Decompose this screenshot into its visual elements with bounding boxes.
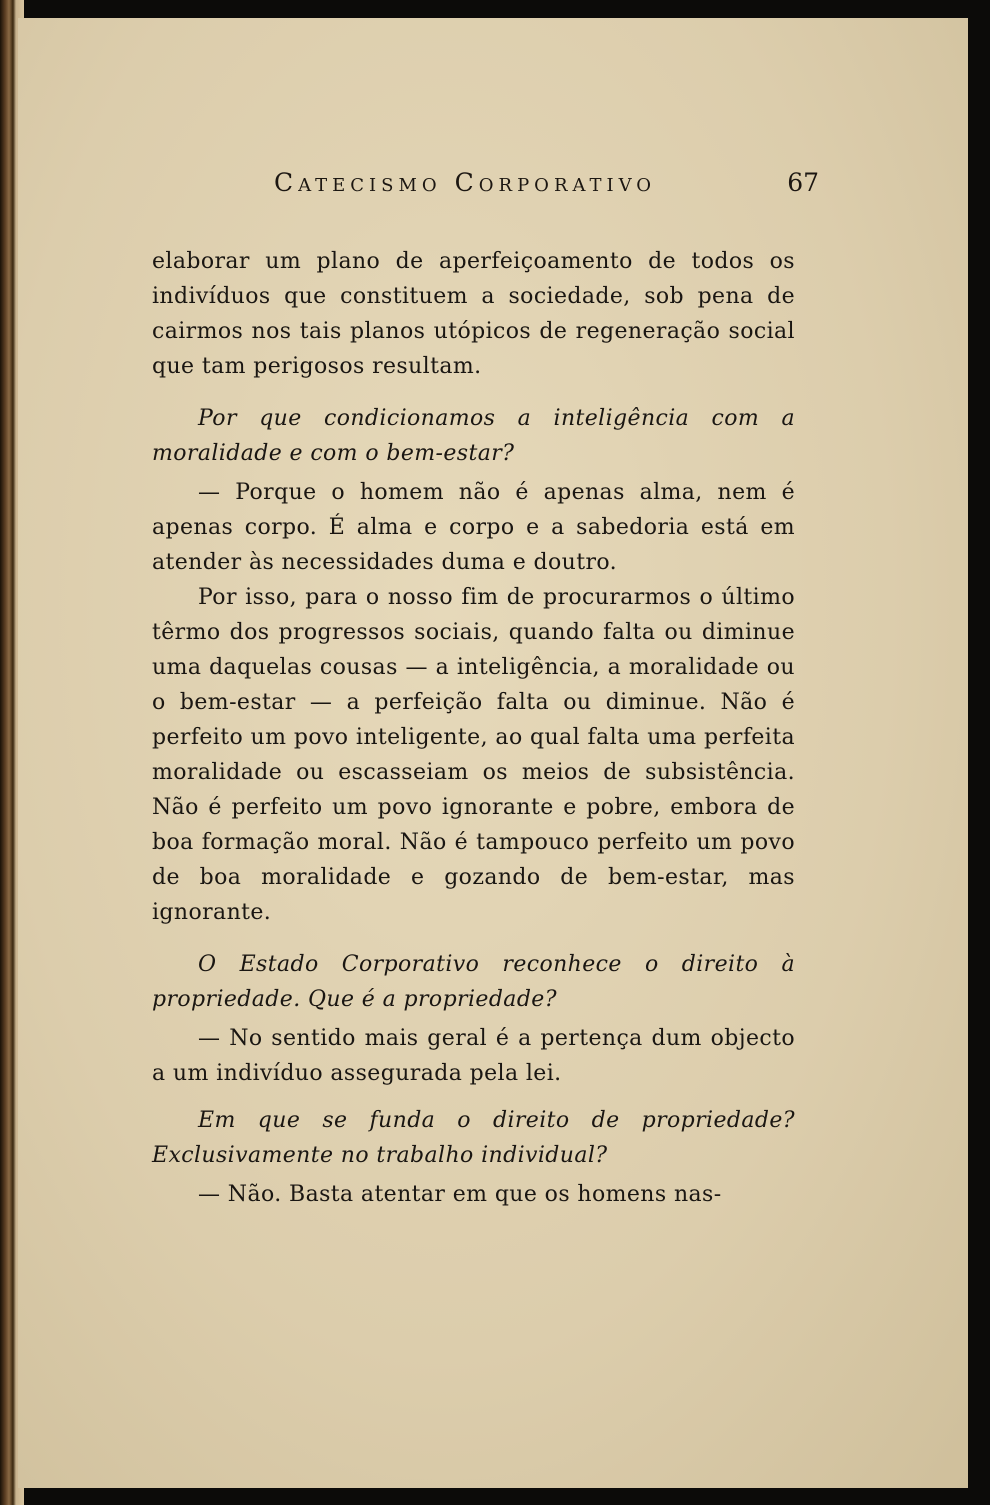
- body-paragraph: Por isso, para o nosso fim de procurarmos o último têrmo dos progressos sociais, quando falta ou diminue uma daquelas cousas — a inteligência, a moralidade ou o bem-estar — a perfeição falta ou diminue. Não é perfeito um povo inteligente, ao qual falta uma perfeita moralidade ou escasseiam os meios de subsistência. Não é perfeito um povo ignorante e pobre, embora de boa formação moral. Não é tampouco perfeito um povo de boa moralidade e gozando de bem-estar, mas ignorante.: [152, 585, 795, 925]
- paragraph-continued: elaborar um plano de aperfeiçoamento de todos os indivíduos que constituem a sociedade, sob pena de cairmos nos tais planos utópicos de regeneração social que tam perigosos resultam.: [152, 249, 795, 379]
- answer-paragraph: — Não. Basta atentar em que os homens nas-: [198, 1182, 722, 1207]
- question-paragraph: Por que condicionamos a inteligência com a moralidade e com o bem-estar?: [152, 406, 795, 466]
- answer-paragraph: — No sentido mais geral é a pertença dum objecto a um indivíduo assegurada pela lei.: [152, 1026, 795, 1086]
- question-paragraph: O Estado Corporativo reconhece o direito à propriedade. Que é a propriedade?: [152, 952, 795, 1012]
- page-number: 67: [787, 168, 819, 197]
- book-page: [18, 18, 968, 1488]
- answer-paragraph: — Porque o homem não é apenas alma, nem é apenas corpo. É alma e corpo e a sabedoria está em atender às necessidades duma e doutro.: [152, 480, 795, 575]
- running-head: [274, 166, 819, 202]
- question-paragraph: Em que se funda o direito de propriedade? Exclusivamente no trabalho individual?: [152, 1108, 795, 1168]
- text-block: [152, 244, 795, 1212]
- running-title: Catecismo Corporativo: [274, 168, 657, 197]
